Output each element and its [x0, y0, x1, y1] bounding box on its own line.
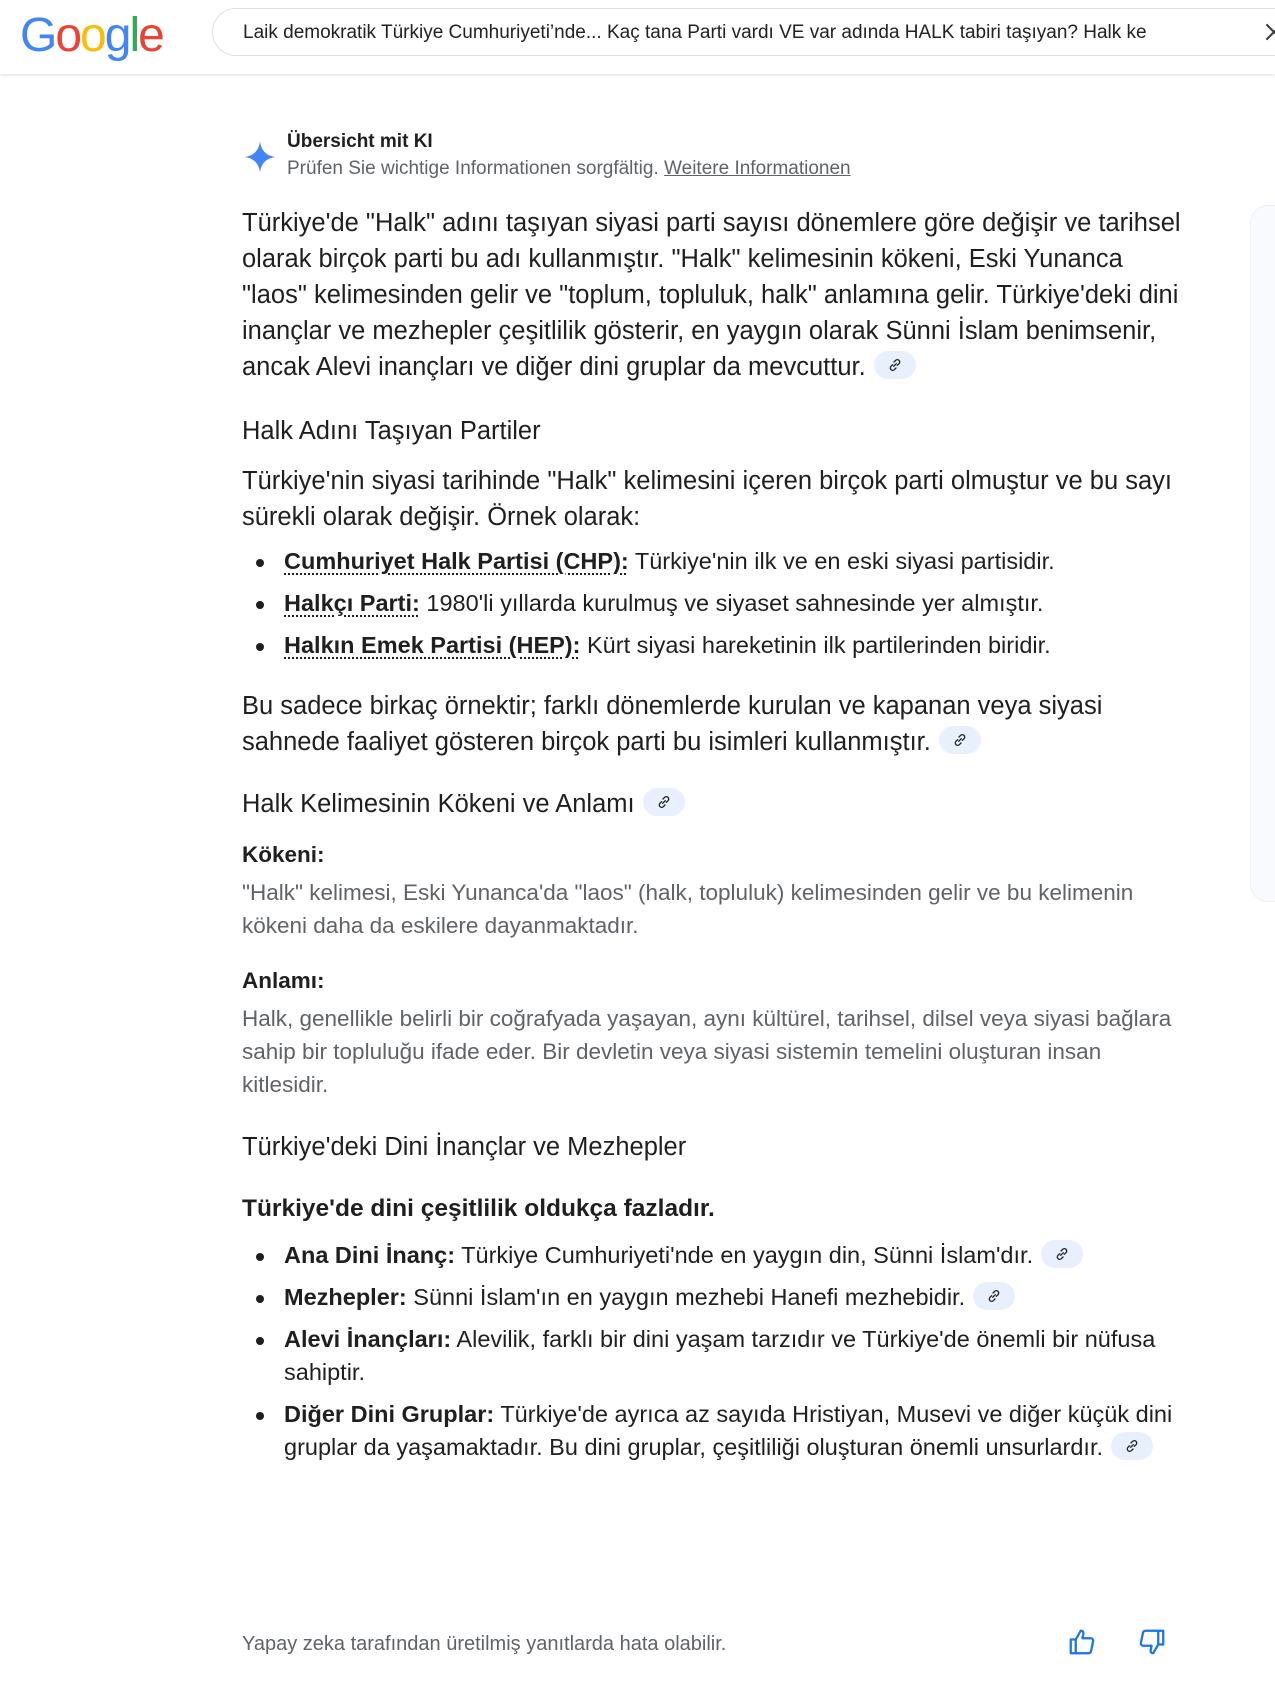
source-link-chip[interactable] [643, 788, 685, 816]
party-link[interactable]: Halkçı Parti: [284, 590, 420, 616]
link-icon [656, 794, 672, 810]
source-link-chip[interactable] [1111, 1432, 1153, 1460]
search-input[interactable] [212, 8, 1275, 56]
list-item-desc: Alevilik, farklı bir dini yaşam tarzıdır ve Türkiye'de önemli bir nüfusa sahiptir. [284, 1326, 1156, 1385]
intro-paragraph [242, 205, 1192, 385]
link-icon [1124, 1438, 1140, 1454]
list-item-term: Diğer Dini Gruplar: [284, 1401, 495, 1427]
link-icon [986, 1288, 1002, 1304]
origin-heading-text: Halk Kelimesinin Kökeni ve Anlamı [242, 790, 635, 818]
logo-letter: o [55, 9, 81, 62]
list-item [242, 1239, 1192, 1272]
parties-closing [242, 688, 1192, 760]
ai-error-disclaimer: Yapay zeka tarafından üretilmiş yanıtlarda hata olabilir. [242, 1633, 727, 1655]
side-panel [1250, 205, 1275, 902]
origin-label: Kökeni: [242, 842, 325, 867]
search-query-text[interactable]: Laik demokratik Türkiye Cumhuriyeti’nde... Kaç tana Parti vardı VE var adında HALK tabiri taşıyan? Halk ke [243, 22, 1147, 43]
logo-letter: g [104, 9, 130, 62]
section-heading-origin [242, 786, 1192, 822]
list-item [242, 545, 1192, 578]
section-heading-parties: Halk Adını Taşıyan Partiler [242, 417, 541, 445]
ai-overview-title: Übersicht mit KI [287, 131, 433, 152]
list-item-desc: Sünni İslam'ın en yaygın mezhebi Hanefi mezhebidir. [406, 1284, 966, 1310]
list-item [242, 629, 1192, 662]
source-link-chip[interactable] [1041, 1240, 1083, 1268]
source-link-chip[interactable] [939, 726, 981, 754]
logo-letter: e [138, 9, 163, 62]
meaning-text: Halk, genellikle belirli bir coğrafyada yaşayan, aynı kültürel, tarihsel, dilsel veya siyasi bağlara sahip bir topluluğu ifade eder. Bir devletin veya siyasi sistemin temelini oluşturan insan kitlesidir. [242, 1006, 1172, 1097]
link-icon [1054, 1246, 1070, 1262]
list-item-desc: Kürt siyasi hareketinin ilk partilerinden biridir. [580, 632, 1051, 658]
google-logo[interactable] [20, 8, 163, 64]
party-link[interactable]: Cumhuriyet Halk Partisi (CHP): [284, 548, 629, 574]
list-item-desc: 1980'li yıllarda kurulmuş ve siyaset sahnesinde yer almıştır. [419, 590, 1044, 616]
list-item-term: Ana Dini İnanç: [284, 1242, 456, 1268]
intro-text: Türkiye'de "Halk" adını taşıyan siyasi parti sayısı dönemlere göre değişir ve tarihsel olarak birçok parti bu adı kullanmıştır. "Halk" kelimesinin kökeni, Eski Yunanca "laos" kelimesinden gelir ve "toplum, topluluk, halk" anlamına gelir. Türkiye'deki dini inançlar ve mezhepler çeşitlilik gösterir, en yaygın olarak Sünni İslam benimsenir, ancak Alevi inançları ve diğer dini gruplar da mevcuttur. [242, 209, 1181, 381]
ai-overview-content [242, 205, 1192, 1464]
source-link-chip[interactable] [973, 1282, 1015, 1310]
list-item [242, 1398, 1192, 1464]
logo-letter: o [80, 9, 105, 62]
list-item [242, 1323, 1192, 1389]
list-item-desc: Türkiye'nin ilk ve en eski siyasi partisidir. [628, 548, 1055, 574]
meaning-label: Anlamı: [242, 968, 325, 993]
thumbs-up-icon[interactable] [1067, 1627, 1097, 1657]
origin-text: "Halk" kelimesi, Eski Yunanca'da "laos" (halk, topluluk) kelimesinden gelir ve bu kelimenin kökeni daha da eskilere dayanmaktadır. [242, 880, 1134, 938]
more-info-link[interactable]: Weitere Informationen [664, 158, 851, 179]
list-item [242, 587, 1192, 620]
link-icon [952, 732, 968, 748]
party-link[interactable]: Halkın Emek Partisi (HEP): [284, 632, 581, 658]
parties-paragraph: Türkiye'nin siyasi tarihinde "Halk" kelimesini içeren birçok parti olmuştur ve bu sayı sürekli olarak değişir. Örnek olarak: [242, 467, 1172, 531]
close-icon[interactable] [1261, 19, 1275, 45]
ai-disclaimer-text: Prüfen Sie wichtige Informationen sorgfältig. [287, 158, 659, 179]
section-heading-religion: Türkiye'deki Dini İnançlar ve Mezhepler [242, 1133, 687, 1161]
religion-list [242, 1239, 1192, 1464]
logo-letter: l [129, 9, 139, 62]
list-item-term: Mezhepler: [284, 1284, 407, 1310]
parties-list [242, 545, 1192, 662]
list-item-term: Alevi İnançları: [284, 1326, 452, 1352]
search-header [0, 0, 1275, 74]
list-item [242, 1281, 1192, 1314]
ai-overview-subtitle [287, 158, 851, 180]
link-icon [887, 357, 903, 373]
list-item-desc: Türkiye'de ayrıca az sayıda Hristiyan, Musevi ve diğer küçük dini gruplar da yaşamaktadır. Bu dini gruplar, çeşitliliği oluşturan önemli unsurlardır. [284, 1401, 1173, 1460]
source-link-chip[interactable] [874, 351, 916, 379]
logo-letter: G [20, 9, 56, 62]
religion-subheading: Türkiye'de dini çeşitlilik oldukça fazladır. [242, 1195, 715, 1222]
closing-text: Bu sadece birkaç örnektir; farklı dönemlerde kurulan ve kapanan veya siyasi sahnede faaliyet gösteren birçok parti bu isimleri kullanmıştır. [242, 692, 1103, 756]
list-item-desc: Türkiye Cumhuriyeti'nde en yaygın din, Sünni İslam'dır. [455, 1242, 1034, 1268]
sparkle-icon [243, 140, 277, 174]
thumbs-down-icon[interactable] [1137, 1627, 1167, 1657]
